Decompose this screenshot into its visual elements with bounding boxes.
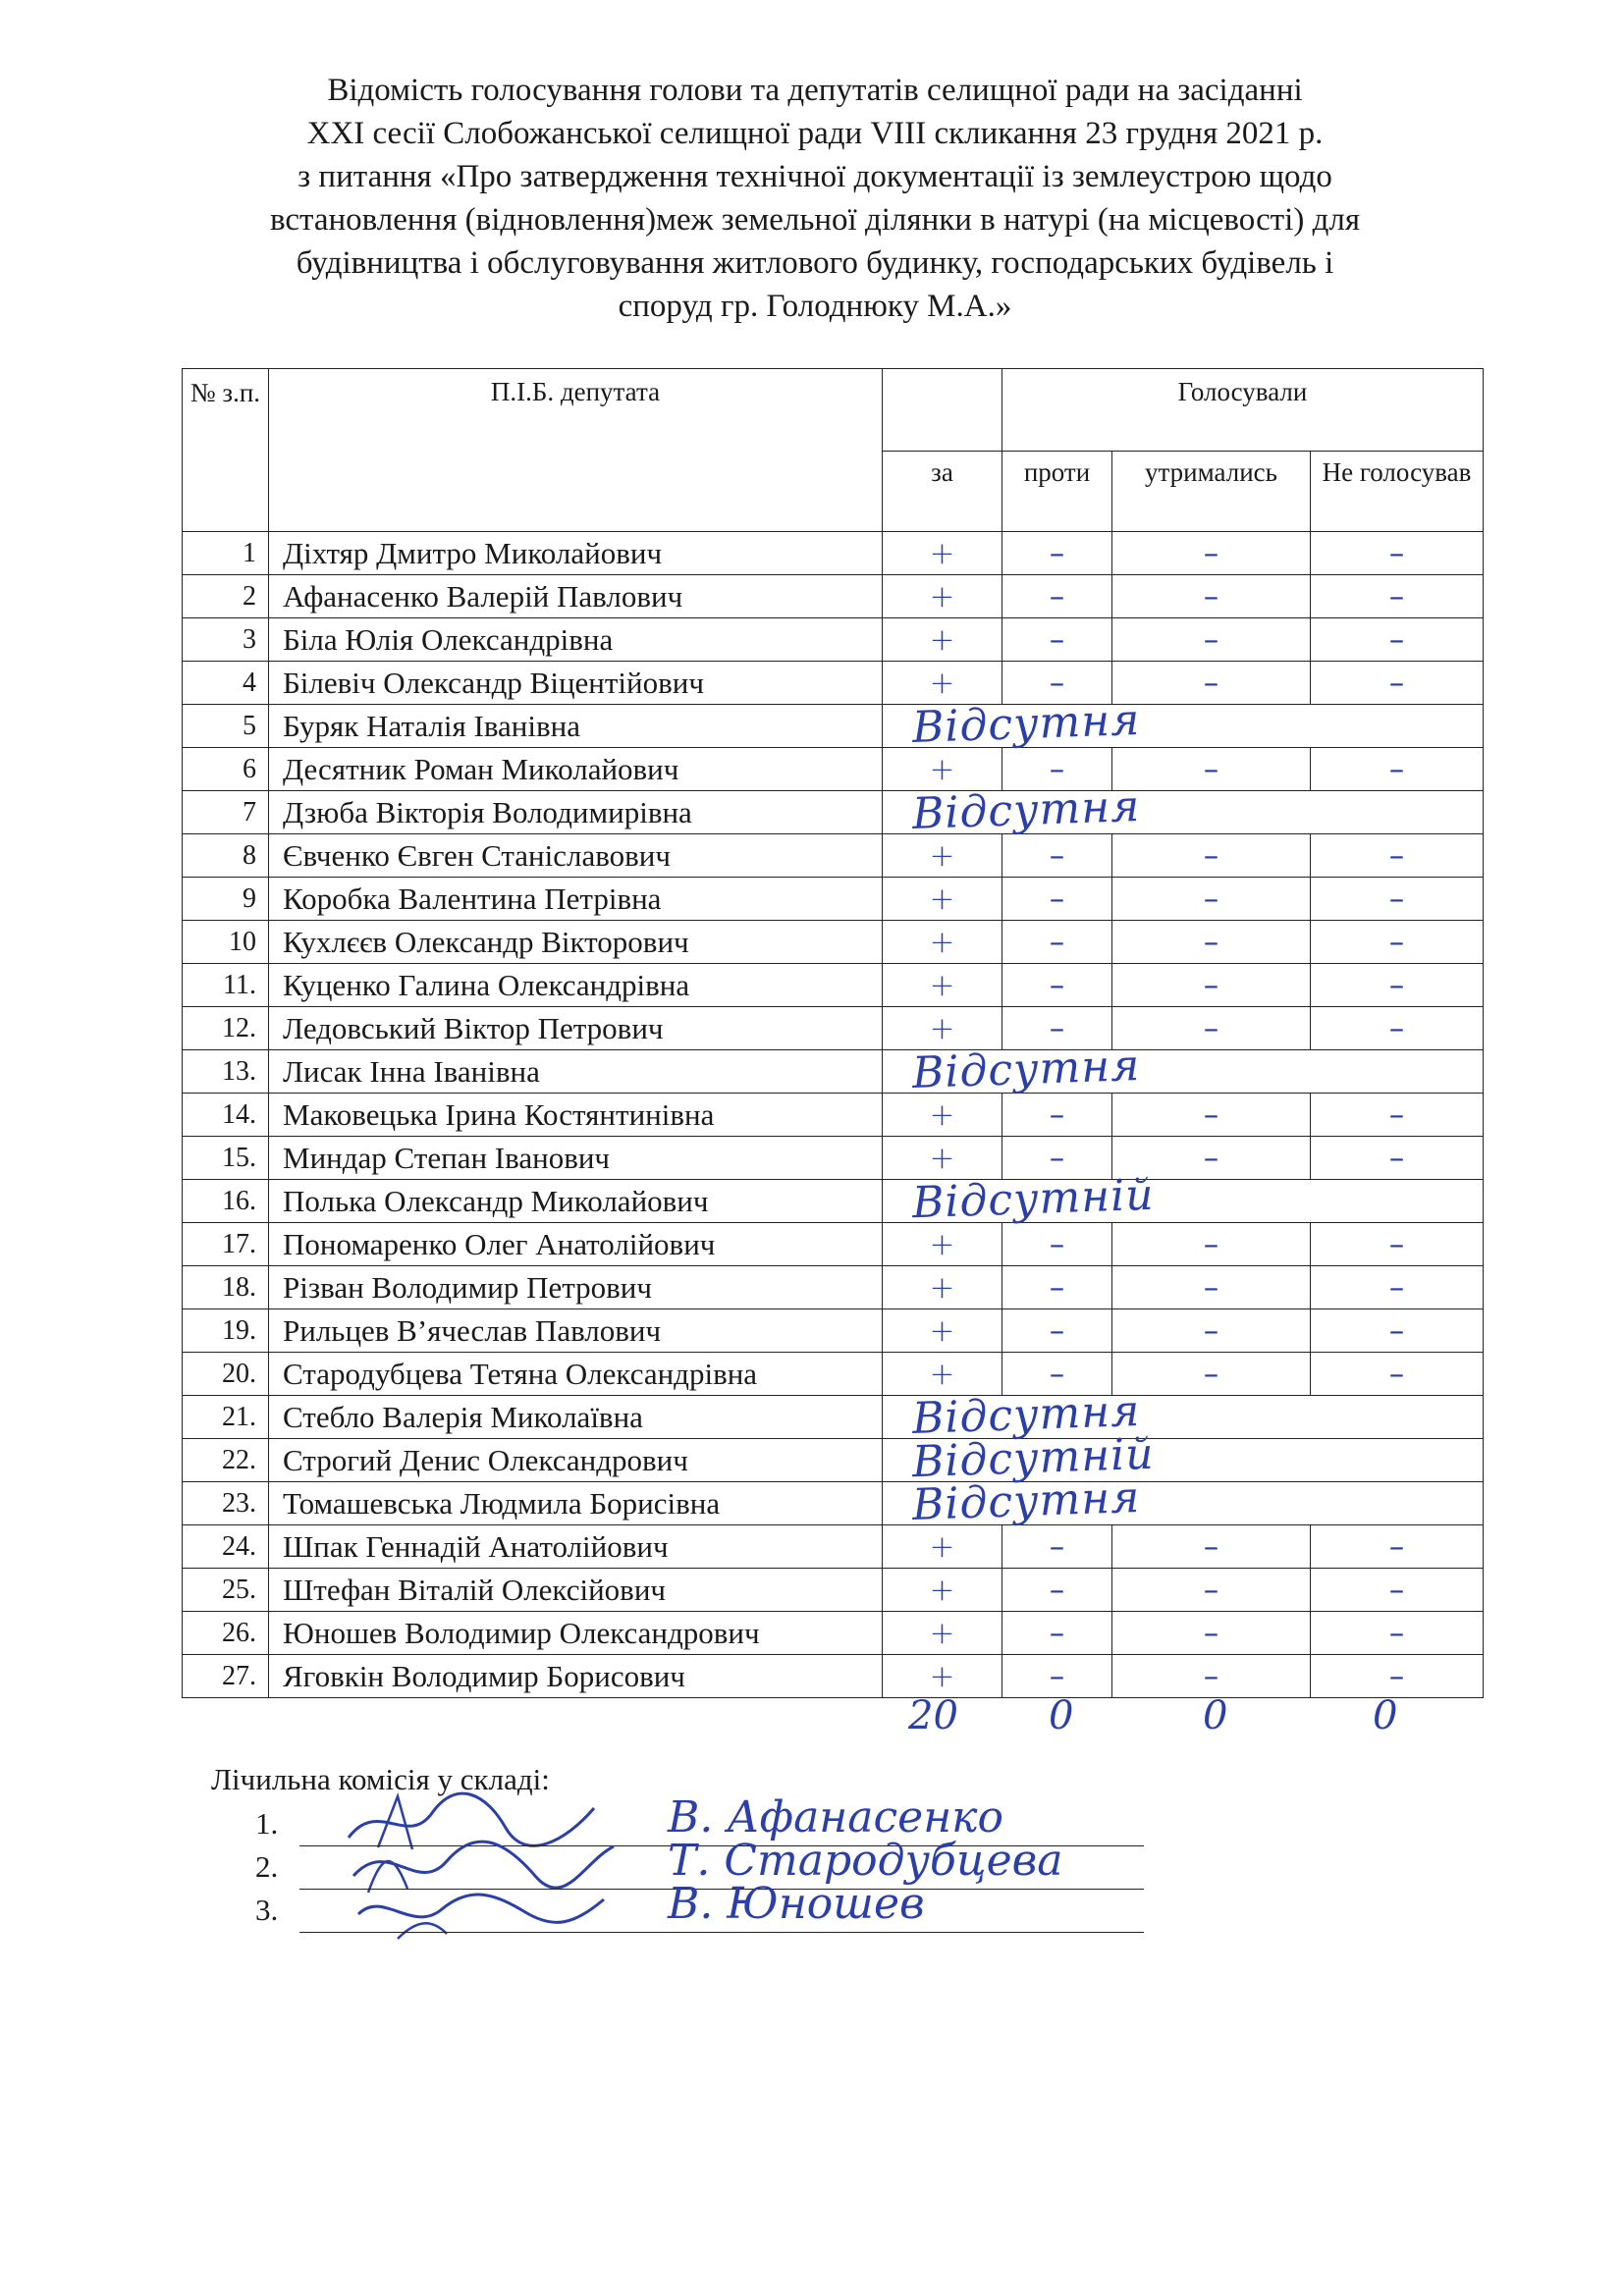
deputy-name: Полька Олександр Миколайович (269, 1180, 883, 1223)
vote-against: – (1002, 834, 1112, 878)
row-number: 18. (183, 1266, 269, 1309)
table-row (183, 1223, 1484, 1266)
vote-abstained: – (1112, 618, 1311, 662)
member-number: 1. (255, 1806, 279, 1841)
vote-against: – (1002, 618, 1112, 662)
table-row (183, 834, 1484, 878)
row-number: 5 (183, 705, 269, 748)
header-not-voted: Не голосував (1311, 452, 1484, 532)
row-number: 3 (183, 618, 269, 662)
absent-note: Відсутня (911, 1385, 1142, 1445)
vote-for: + (883, 575, 1002, 618)
row-number: 26. (183, 1612, 269, 1655)
vote-for: + (883, 1137, 1002, 1180)
vote-for: + (883, 748, 1002, 791)
table-row (183, 791, 1484, 834)
vote-against: – (1002, 1612, 1112, 1655)
deputy-name: Євченко Євген Станіславович (269, 834, 883, 878)
signature-line (299, 1932, 1144, 1933)
deputy-name: Миндар Степан Іванович (269, 1137, 883, 1180)
vote-totals (0, 1693, 1624, 1752)
vote-not-voted: – (1311, 1007, 1484, 1050)
row-number: 6 (183, 748, 269, 791)
table-row (183, 1655, 1484, 1698)
heading-line: споруд гр. Голоднюку М.А.» (618, 289, 1012, 324)
table-row (183, 878, 1484, 921)
table-row (183, 575, 1484, 618)
deputy-name: Пономаренко Олег Анатолійович (269, 1223, 883, 1266)
vote-not-voted: – (1311, 834, 1484, 878)
deputy-name: Афанасенко Валерій Павлович (269, 575, 883, 618)
vote-against: – (1002, 1007, 1112, 1050)
row-number: 8 (183, 834, 269, 878)
vote-against: – (1002, 532, 1112, 575)
vote-not-voted: – (1311, 575, 1484, 618)
total-against: 0 (1049, 1693, 1074, 1738)
vote-for: + (883, 878, 1002, 921)
table-row (183, 748, 1484, 791)
vote-against: – (1002, 1266, 1112, 1309)
header-for: за (883, 452, 1002, 532)
deputy-name: Буряк Наталія Іванівна (269, 705, 883, 748)
deputy-name: Біла Юлія Олександрівна (269, 618, 883, 662)
vote-not-voted: – (1311, 1353, 1484, 1396)
vote-for: + (883, 618, 1002, 662)
vote-against: – (1002, 921, 1112, 964)
vote-not-voted: – (1311, 1309, 1484, 1353)
deputy-name: Стародубцева Тетяна Олександрівна (269, 1353, 883, 1396)
total-not-voted: 0 (1373, 1693, 1398, 1738)
vote-for: + (883, 662, 1002, 705)
table-row (183, 1396, 1484, 1439)
commission-member (255, 1879, 1139, 1936)
table-row (183, 1266, 1484, 1309)
vote-not-voted: – (1311, 532, 1484, 575)
vote-abstained: – (1112, 532, 1311, 575)
table-row (183, 1353, 1484, 1396)
table-row (183, 1612, 1484, 1655)
vote-abstained: – (1112, 1137, 1311, 1180)
table-row (183, 1482, 1484, 1525)
heading-line: ХХІ сесії Слобожанської селищної ради VIII скликання 23 грудня 2021 р. (306, 116, 1324, 151)
header-voted: Голосували (1002, 369, 1484, 452)
document-heading (157, 69, 1473, 328)
member-number: 3. (255, 1893, 279, 1927)
table-row (183, 662, 1484, 705)
row-number: 17. (183, 1223, 269, 1266)
table-row (183, 532, 1484, 575)
row-number: 13. (183, 1050, 269, 1094)
vote-for: + (883, 834, 1002, 878)
vote-against: – (1002, 1094, 1112, 1137)
voting-table (182, 368, 1484, 1698)
vote-not-voted: – (1311, 662, 1484, 705)
header-number: № з.п. (183, 369, 269, 532)
vote-for: + (883, 1094, 1002, 1137)
deputy-name: Томашевська Людмила Борисівна (269, 1482, 883, 1525)
deputy-name: Дзюба Вікторія Володимирівна (269, 791, 883, 834)
vote-for: + (883, 1655, 1002, 1698)
vote-for: + (883, 1612, 1002, 1655)
deputy-name: Куценко Галина Олександрівна (269, 964, 883, 1007)
vote-abstained: – (1112, 1007, 1311, 1050)
table-row (183, 1309, 1484, 1353)
row-number: 14. (183, 1094, 269, 1137)
row-number: 23. (183, 1482, 269, 1525)
deputy-name: Десятник Роман Миколайович (269, 748, 883, 791)
absent-note: Відсутня (911, 1040, 1142, 1099)
vote-not-voted: – (1311, 1612, 1484, 1655)
total-for: 20 (908, 1693, 958, 1738)
vote-for: + (883, 921, 1002, 964)
deputy-name: Діхтяр Дмитро Миколайович (269, 532, 883, 575)
vote-against: – (1002, 1353, 1112, 1396)
vote-not-voted: – (1311, 1525, 1484, 1569)
table-row (183, 964, 1484, 1007)
vote-not-voted: – (1311, 1137, 1484, 1180)
row-number: 20. (183, 1353, 269, 1396)
vote-for: + (883, 1223, 1002, 1266)
table-row (183, 1007, 1484, 1050)
vote-for: + (883, 1266, 1002, 1309)
deputy-name: Маковецька Ірина Костянтинівна (269, 1094, 883, 1137)
vote-against: – (1002, 964, 1112, 1007)
row-number: 12. (183, 1007, 269, 1050)
vote-not-voted: – (1311, 1266, 1484, 1309)
vote-for: + (883, 532, 1002, 575)
row-number: 19. (183, 1309, 269, 1353)
deputy-name: Стебло Валерія Миколаївна (269, 1396, 883, 1439)
vote-abstained: – (1112, 575, 1311, 618)
member-number: 2. (255, 1849, 279, 1884)
vote-abstained: – (1112, 748, 1311, 791)
row-number: 27. (183, 1655, 269, 1698)
vote-not-voted: – (1311, 1655, 1484, 1698)
vote-not-voted: – (1311, 878, 1484, 921)
vote-against: – (1002, 878, 1112, 921)
commission-label: Лічильна комісія у складі: (211, 1762, 550, 1796)
table-row (183, 705, 1484, 748)
table-row (183, 1569, 1484, 1612)
table-row (183, 618, 1484, 662)
vote-against: – (1002, 575, 1112, 618)
deputy-name: Кухлєєв Олександр Вікторович (269, 921, 883, 964)
absent-cell (883, 1040, 1484, 1099)
vote-against: – (1002, 1309, 1112, 1353)
vote-against: – (1002, 748, 1112, 791)
vote-abstained: – (1112, 834, 1311, 878)
deputy-name: Яговкін Володимир Борисович (269, 1655, 883, 1698)
vote-not-voted: – (1311, 748, 1484, 791)
vote-abstained: – (1112, 921, 1311, 964)
absent-cell (883, 1428, 1484, 1488)
deputy-name: Штефан Віталій Олексійович (269, 1569, 883, 1612)
member-name: Т. Стародубцева (668, 1836, 1063, 1886)
table-row (183, 921, 1484, 964)
vote-for: + (883, 1353, 1002, 1396)
deputy-name: Різван Володимир Петрович (269, 1266, 883, 1309)
vote-abstained: – (1112, 1525, 1311, 1569)
heading-line: з питання «Про затвердження технічної документації із землеустрою щодо (298, 159, 1332, 194)
vote-for: + (883, 1525, 1002, 1569)
vote-for: + (883, 1007, 1002, 1050)
row-number: 10 (183, 921, 269, 964)
absent-note: Відсутня (911, 1471, 1142, 1531)
vote-against: – (1002, 1655, 1112, 1698)
vote-abstained: – (1112, 662, 1311, 705)
row-number: 15. (183, 1137, 269, 1180)
heading-line: будівництва і обслуговування житлового будинку, господарських будівель і (296, 245, 1334, 281)
vote-not-voted: – (1311, 1094, 1484, 1137)
absent-cell (883, 694, 1484, 754)
vote-not-voted: – (1311, 618, 1484, 662)
table-row (183, 1050, 1484, 1094)
row-number: 9 (183, 878, 269, 921)
member-name: В. Афанасенко (668, 1792, 1003, 1842)
signature-image (339, 1875, 633, 1944)
row-number: 24. (183, 1525, 269, 1569)
absent-cell (883, 1471, 1484, 1531)
vote-against: – (1002, 1525, 1112, 1569)
header-spacer (883, 369, 1002, 452)
absent-note: Відсутня (911, 694, 1142, 754)
deputy-name: Рильцев В’ячеслав Павлович (269, 1309, 883, 1353)
absent-note: Відсутній (911, 1169, 1156, 1229)
absent-cell (883, 780, 1484, 840)
vote-abstained: – (1112, 1266, 1311, 1309)
table-row (183, 1180, 1484, 1223)
vote-abstained: – (1112, 1569, 1311, 1612)
deputy-name: Лисак Інна Іванівна (269, 1050, 883, 1094)
total-abstained: 0 (1203, 1693, 1228, 1738)
deputy-name: Коробка Валентина Петрівна (269, 878, 883, 921)
deputy-name: Строгий Денис Олександрович (269, 1439, 883, 1482)
vote-abstained: – (1112, 878, 1311, 921)
row-number: 22. (183, 1439, 269, 1482)
row-number: 25. (183, 1569, 269, 1612)
table-row (183, 1137, 1484, 1180)
deputy-name: Шпак Геннадій Анатолійович (269, 1525, 883, 1569)
row-number: 16. (183, 1180, 269, 1223)
vote-abstained: – (1112, 1223, 1311, 1266)
absent-cell (883, 1169, 1484, 1229)
vote-not-voted: – (1311, 1223, 1484, 1266)
vote-not-voted: – (1311, 921, 1484, 964)
vote-for: + (883, 1309, 1002, 1353)
row-number: 1 (183, 532, 269, 575)
vote-against: – (1002, 1223, 1112, 1266)
vote-not-voted: – (1311, 964, 1484, 1007)
header-against: проти (1002, 452, 1112, 532)
header-name: П.І.Б. депутата (269, 369, 883, 532)
deputy-name: Ледовський Віктор Петрович (269, 1007, 883, 1050)
vote-abstained: – (1112, 1353, 1311, 1396)
vote-not-voted: – (1311, 1569, 1484, 1612)
vote-for: + (883, 964, 1002, 1007)
absent-note: Відсутня (911, 780, 1142, 840)
table-row (183, 1094, 1484, 1137)
table-header-row (183, 369, 1484, 452)
deputy-name: Білевіч Олександр Віцентійович (269, 662, 883, 705)
vote-abstained: – (1112, 1094, 1311, 1137)
member-name: В. Юношев (668, 1879, 925, 1929)
vote-against: – (1002, 662, 1112, 705)
absent-note: Відсутній (911, 1428, 1156, 1488)
header-abstained: утримались (1112, 452, 1311, 532)
heading-line: Відомість голосування голови та депутатів селищної ради на засіданні (327, 73, 1303, 108)
vote-abstained: – (1112, 964, 1311, 1007)
heading-line: встановлення (відновлення)меж земельної ділянки в натурі (на місцевості) для (269, 202, 1361, 238)
vote-for: + (883, 1569, 1002, 1612)
deputy-name: Юношев Володимир Олександрович (269, 1612, 883, 1655)
vote-against: – (1002, 1569, 1112, 1612)
table-row (183, 1525, 1484, 1569)
row-number: 11. (183, 964, 269, 1007)
row-number: 2 (183, 575, 269, 618)
row-number: 7 (183, 791, 269, 834)
row-number: 21. (183, 1396, 269, 1439)
absent-cell (883, 1385, 1484, 1445)
vote-against: – (1002, 1137, 1112, 1180)
table-row (183, 1439, 1484, 1482)
vote-abstained: – (1112, 1309, 1311, 1353)
vote-abstained: – (1112, 1612, 1311, 1655)
row-number: 4 (183, 662, 269, 705)
vote-abstained: – (1112, 1655, 1311, 1698)
